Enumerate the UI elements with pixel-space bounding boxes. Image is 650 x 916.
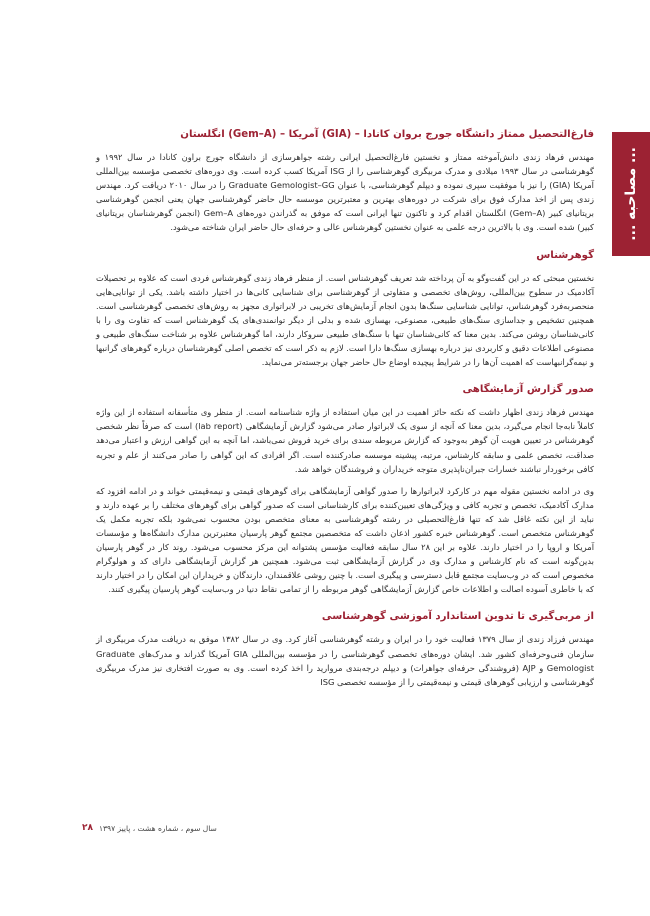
- page-number: ۲۸: [82, 823, 93, 833]
- section-tab-label: ... مصاحبه ...: [623, 147, 639, 241]
- section-tab: [612, 132, 650, 256]
- issue-info: سال سوم ، شماره هشت ، پاییز ۱۳۹۷: [99, 823, 217, 833]
- section-heading-lab-report: صدور گزارش آزمایشگاهی: [462, 384, 594, 396]
- paragraph-lab-report-1: مهندس فرهاد زندی اظهار داشت که نکته حائز اهمیت در این میان استفاده از واژه شناسنامه است. از منظر وی متأسفانه استفاده از این واژه کاملاً نابه‌جا انجام می‌گیرد، بدین معنا که آنچه از سوی یک لابراتوار صادر می‌شود گزارش آزمایشگاهی (lab report) است که صرفاً نظر شخصی گوهرشناس در تعیین هویت آن گوهر به‌وجود که گزارش مربوطه سندی برای خرید فروش نمی‌باشد، اما آنچه به این گواهی ارزش و اعتبار می‌دهد صداقت، تخصص علمی و سابقه کارشناس، مرتبه، پیشینه موسسه صادرکننده است. اگر افرادی که این گواهی را صادر می‌کنند از علم و تجربه کافی برخوردار نباشند خسارات جبران‌ناپذیری متوجه خریداران و فروشندگان خواهد شد.: [96, 407, 594, 474]
- article-body: [96, 128, 594, 689]
- section-heading-gemologist: گوهرشناس: [536, 249, 594, 261]
- paragraph-lab-report-2: وی در ادامه نخستین مقوله مهم در کارکرد لابراتوارها را صدور گواهی آزمایشگاهی برای گوهرهای قیمتی و نیمه‌قیمتی خواند و در ادامه افزود که مدارک آکادمیک، تخصص و تجربه کافی و ویژگی‌های تعیین‌کننده برای کارشناسانی است که صدور گواهی برای گوهرهای مختلف را بر عهده دارند و نباید از این نکته غافل شد که تنها فارغ‌التحصیلی در رشته گوهرشناسی به معنای متخصص بودن محسوب نمی‌شود بلکه تجربه مکمل یک گوهرشناس متخصص است. گوهرشناس خبره کشور اذعان داشت که متخصصین مجتمع گوهر پارسیان معتبرترین مدارک دانشگاه‌ها و مؤسسات آمریکا و اروپا را در اختیار دارند. علاوه بر این ۲۸ سال سابقه فعالیت مؤسس پشتوانه این مرکز محسوب می‌شود. روند کار در گوهر پارسیان بدین‌گونه است که نام کارشناس و مدارک وی در گزارش آزمایشگاهی ثبت می‌شود. همچنین هر گزارش آزمایشگاهی دارای کد و هولوگرام مخصوص است که در وب‌سایت مجتمع قابل دسترسی و پیگیری است. با چنین روشی علاقمندان، دارندگان و خریداران این امکان را در اختیار دارند که با خاطری آسوده اصالت و اطلاعات خاص گزارش آزمایشگاهی گوهر مربوطه را از تمامی نقاط دنیا در وب‌سایت گوهر پارسیان پیگیری کنند.: [96, 485, 595, 595]
- paragraph-gemologist: نخستین مبحثی که در این گفت‌وگو به آن پرداخته شد تعریف گوهرشناس است. از منظر فرهاد زندی گوهرشناس فردی است که علاوه بر تحصیلات آکادمیک در سطوح بین‌المللی، روش‌های تخصصی و متفاوتی از گوهرشناسی برای شناسایی کانی‌ها در اختیار داشته باشد. یکی از توانایی‌هایی منحصربه‌فرد گوهرشناس، توانایی شناسایی سنگ‌ها بدون انجام آزمایش‌های تخریبی در لابراتواری مجهز به روش‌های تخصصی گوهرشناسی است. همچنین تشخیص و جداسازی سنگ‌های طبیعی، مصنوعی، بهسازی شده و بدلی از دیگر توانمندی‌های یک گوهرشناس است که تفاوت وی را با کانی‌شناسان روشن می‌کند. بدین معنا که کانی‌شناسان تنها با سنگ‌های طبیعی سروکار دارند، اما گوهرشناس علاوه بر شناخت سنگ‌های طبیعی و مصنوعی اطلاعات دقیق و کاربردی نیز درباره بهسازی سنگ‌ها دارا است. لازم به ذکر است که تخصص اصلی گوهرشناسان درباره گوهرهای گرانبها و نیمه‌گرانبهاست که اهمیت آن‌ها را در شرایط پیچیده اوضاع حال حاضر جهان برجسته‌تر می‌نماید.: [96, 272, 594, 368]
- paragraph-training: مهندس فرزاد زندی از سال ۱۳۷۹ فعالیت خود را در ایران و رشته گوهرشناسی آغاز کرد. وی در سال ۱۳۸۲ موفق به دریافت مدرک مربیگری از سازمان فنی‌وحرفه‌ای کشور شد. ایشان دوره‌های تخصصی گوهرشناسی را در مؤسسه بین‌المللی GIA آمریکا گذراند و مدرک‌های Graduate Gemologist و AJP (فروشندگی حرفه‌ای جواهرات) و دیپلم درجه‌بندی مروارید را اخذ کرده است. وی به صورت افتخاری نیز مدرک مربیگری گوهرشناسی و ارزیابی گوهرهای قیمتی و نیمه‌قیمتی را از مؤسسه تخصصی ISG: [96, 634, 594, 687]
- paragraph-intro: مهندس فرهاد زندی دانش‌آموخته ممتاز و نخستین فارغ‌التحصیل ایرانی رشته جواهرسازی از دانشگاه جورج براون کانادا در سال ۱۹۹۲ و گوهرشناسی در سال ۱۹۹۳ میلادی و مدرک مربیگری گوهرشناسی را از ISG آمریکا کسب کرده است. وی دوره‌های تخصصی مؤسسه بین‌المللی آمریکا (GIA) را نیز با موفقیت سپری نموده و دیپلم گوهرشناسی، با عنوان Graduate Gemologist–GG را در سال ۲۰۱۰ دریافت کرد. مهندس زندی پس از اخذ مدارک فوق برای شرکت در دوره‌های بهترین و معتبرترین موسسه حال حاضر گوهرشناسی جهان یعنی انجمن گوهرشناسی بریتانیای کبیر (Gem–A) انگلستان اقدام کرد و تاکنون تنها ایرانی است که موفق به گذراندن دوره‌های Gem–A (انجمن گوهرشناسان بریتانیای کبیر) شده است. وی با بالاترین درجه علمی به عنوان نخستین گوهرشناس عالی و حرفه‌ای حال حاضر ایران شناخته می‌شود.: [96, 152, 595, 233]
- page-footer: [82, 823, 217, 833]
- section-heading-training: از مربی‌گیری تا تدوین استاندارد آموزشی گوهرشناسی: [321, 611, 594, 623]
- section-heading-intro: فارغ‌التحصیل ممتاز دانشگاه جورج بروان کانادا – (GIA) آمریکا – (Gem–A) انگلستان: [180, 129, 594, 140]
